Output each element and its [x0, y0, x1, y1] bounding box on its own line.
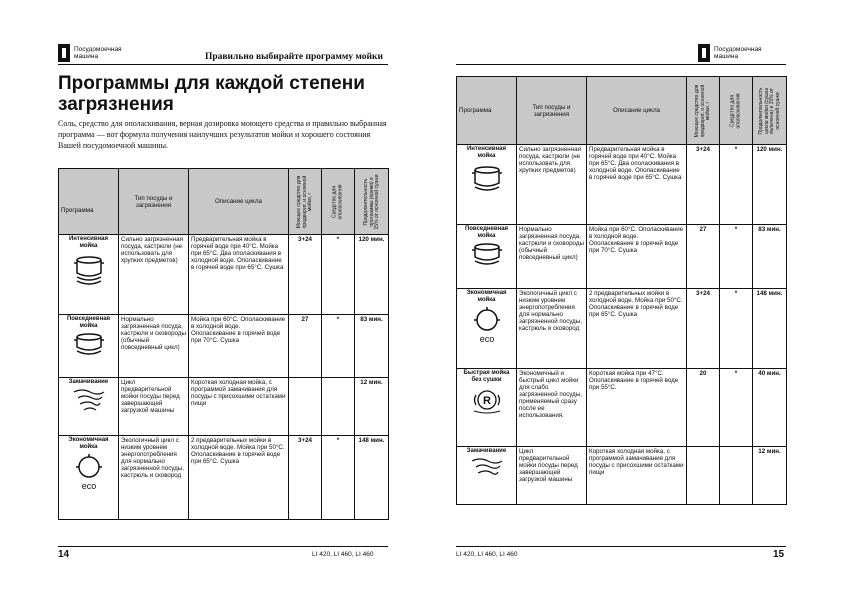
- header-rinse: Средство для ополаскивания: [720, 77, 753, 145]
- header-detergent: Моющее средство для предварит. и основной мойки, г: [289, 169, 322, 235]
- type-cell: Нормально загрязненная посуда, кастрюли и сковороды (обычный повседневный цикл): [119, 315, 189, 378]
- program-cell: [457, 289, 517, 369]
- rinse-cell: *: [720, 145, 753, 225]
- desc-cell: Предварительная мойка в горячей воде при 40°С. Мойка при 65°С. Два ополаскивания в холодной воде. Ополаскивание в горячей воде при 65°С. Сушка: [189, 235, 289, 315]
- duration-cell: 12 мин.: [753, 447, 787, 505]
- detergent-cell: 20: [687, 369, 720, 447]
- footer-models: LI 420, LI 460, LI 460: [456, 551, 518, 558]
- eco-icon: [73, 452, 105, 492]
- header-type: Тип посуды и загрязнения: [119, 169, 189, 235]
- pot-icon: [470, 161, 504, 195]
- type-cell: Экономичный и быстрый цикл мойки для слабо загрязненной посуды, применяемый сразу после ее использования.: [517, 369, 587, 447]
- rinse-cell: *: [322, 315, 355, 378]
- pot-icon: [72, 251, 106, 285]
- desc-cell: Предварительная мойка в горячей воде при 40°С. Мойка при 65°С. Два ополаскивания в холодной воде. Ополаскивание в горячей воде при 65°С. Сушка: [587, 145, 687, 225]
- program-name: Интенсивная мойка: [68, 236, 108, 249]
- header-desc: Описание цикла: [189, 169, 289, 235]
- eco-label: eco: [479, 334, 494, 344]
- table-row: [59, 315, 389, 378]
- brand-text: Посудомоечная машина: [74, 46, 122, 60]
- table-row: [59, 378, 389, 436]
- detergent-cell: [687, 447, 720, 505]
- table-row: [457, 145, 787, 225]
- detergent-cell: 3+24: [289, 235, 322, 315]
- header-rule: [58, 64, 388, 65]
- program-name: Повседневная мойка: [66, 316, 111, 329]
- brand-mark-icon: [698, 44, 710, 62]
- rinse-cell: *: [720, 225, 753, 289]
- duration-cell: 40 мин.: [753, 369, 787, 447]
- soak-icon: [470, 457, 504, 481]
- desc-cell: Мойка при 60°С. Ополаскивание в холодной воде. Ополаскивание в горячей воде при 70°С. Сушка: [587, 225, 687, 289]
- header-rule: [456, 64, 786, 65]
- rinse-cell: [720, 447, 753, 505]
- table-row: [59, 436, 389, 520]
- duration-cell: 83 мин.: [753, 225, 787, 289]
- type-cell: Сильно загрязненная посуда, кастрюли (не использовать для хрупких предметов): [119, 235, 189, 315]
- footer-models: LI 420, LI 460, LI 460: [312, 551, 374, 558]
- duration-cell: 148 мин.: [753, 289, 787, 369]
- program-name: Замачивание: [68, 379, 109, 385]
- program-cell: [457, 369, 517, 447]
- table-row: [457, 447, 787, 505]
- type-cell: Цикл предварительной мойки посуды перед завершающей загрузкой машины: [119, 378, 189, 436]
- type-cell: Экологичный цикл с низким уровнем энергопотребления для нормально загрязненной посуды, кастрюль и сковород: [119, 436, 189, 520]
- desc-cell: 2 предварительных мойки в холодной воде. Мойка при 50°С. Ополаскивание в горячей воде при 65°С. Сушка: [587, 289, 687, 369]
- desc-cell: 2 предварительных мойки в холодной воде. Мойка при 50°С. Ополаскивание в горячей воде при 65°С. Сушка: [189, 436, 289, 520]
- rapid-icon: [470, 385, 504, 415]
- page-number: 15: [773, 549, 785, 560]
- brand-text: Посудомоечная машина: [714, 46, 762, 60]
- detergent-cell: [289, 378, 322, 436]
- program-name: Интенсивная мойка: [466, 146, 506, 159]
- header-desc: Описание цикла: [587, 77, 687, 145]
- intro-paragraph: Соль, средство для ополаскивания, верная дозировка моющего средства и правильно выбранная программа — вот формула получения наилучших результатов мойки и хорошего состояния Вашей посудомоечной машины.: [58, 119, 387, 150]
- program-cell: [59, 235, 119, 315]
- rinse-cell: [322, 378, 355, 436]
- type-cell: Сильно загрязненная посуда, кастрюли (не использовать для хрупких предметов): [517, 145, 587, 225]
- rinse-cell: *: [720, 369, 753, 447]
- dishes-icon: [470, 241, 504, 267]
- eco-icon: [471, 305, 503, 345]
- program-cell: [59, 315, 119, 378]
- detergent-cell: 27: [687, 225, 720, 289]
- program-table: [58, 168, 389, 520]
- header-rinse: Средство для ополаскивания: [322, 169, 355, 235]
- eco-label: eco: [81, 481, 96, 491]
- program-cell: [457, 145, 517, 225]
- program-name: Быстрая мойка без сушки: [463, 370, 510, 383]
- rinse-cell: *: [322, 436, 355, 520]
- program-name: Повседневная мойка: [464, 226, 509, 239]
- footer-rule: [456, 546, 786, 547]
- header-program: Программа: [59, 169, 119, 235]
- header-program: Программа: [457, 77, 517, 145]
- table-row: [59, 235, 389, 315]
- rapid-label: R: [482, 395, 491, 407]
- header-title: Правильно выбирайте программу мойки: [205, 52, 383, 62]
- duration-cell: 148 мин.: [355, 436, 389, 520]
- header-duration: Продолжительность программы (время) в 15% от основной сушки: [355, 169, 389, 235]
- desc-cell: Мойка при 60°С. Ополаскивание в холодной воде. Ополаскивание в горячей воде при 70°С. Сушка: [189, 315, 289, 378]
- desc-cell: Короткая мойка при 47°С. Ополаскивание в горячей воде при 55°С.: [587, 369, 687, 447]
- type-cell: Нормально загрязненная посуда, кастрюли и сковороды (обычный повседневный цикл): [517, 225, 587, 289]
- detergent-cell: 3+24: [687, 145, 720, 225]
- program-cell: [457, 225, 517, 289]
- duration-cell: 120 мин.: [753, 145, 787, 225]
- program-name: Экономичная мойка: [466, 290, 507, 303]
- right-page: [421, 0, 842, 595]
- detergent-cell: 3+24: [289, 436, 322, 520]
- header-detergent: Моющее средство для предварит. и основной мойки, г: [687, 77, 720, 145]
- duration-cell: 83 мин.: [355, 315, 389, 378]
- duration-cell: 12 мин.: [355, 378, 389, 436]
- header-type: Тип посуды и загрязнения: [517, 77, 587, 145]
- table-row: [457, 369, 787, 447]
- brand-logo: [58, 44, 144, 62]
- program-name: Замачивание: [466, 448, 507, 454]
- type-cell: Экологичный цикл с низким уровнем энергопотребления для нормально загрязненной посуды, кастрюль и сковород: [517, 289, 587, 369]
- header-duration: Продолжительность цикла мойки (сушка включена) в 15% от основной сушки: [753, 77, 787, 145]
- desc-cell: Короткая холодная мойка, с программой замачивания для посуды с присохшими остатками пищи: [189, 378, 289, 436]
- soak-icon: [72, 388, 106, 412]
- page-number: 14: [58, 549, 70, 560]
- program-name: Экономичная мойка: [68, 437, 109, 450]
- brand-mark-icon: [58, 44, 70, 62]
- type-cell: Цикл предварительной мойки посуды перед завершающей загрузкой машины: [517, 447, 587, 505]
- detergent-cell: 3+24: [687, 289, 720, 369]
- program-cell: [59, 378, 119, 436]
- table-row: [457, 289, 787, 369]
- table-row: [457, 225, 787, 289]
- dishes-icon: [72, 331, 106, 357]
- desc-cell: Короткая холодная мойка, с программой замачивания для посуды с присохшими остатками пищи: [587, 447, 687, 505]
- footer-rule: [58, 546, 388, 547]
- program-table: [456, 76, 787, 505]
- brand-logo: [698, 44, 784, 62]
- program-cell: [59, 436, 119, 520]
- duration-cell: 120 мин.: [355, 235, 389, 315]
- detergent-cell: 27: [289, 315, 322, 378]
- program-cell: [457, 447, 517, 505]
- rinse-cell: *: [720, 289, 753, 369]
- rinse-cell: *: [322, 235, 355, 315]
- page-title: Программы для каждой степени загрязнения: [58, 73, 365, 115]
